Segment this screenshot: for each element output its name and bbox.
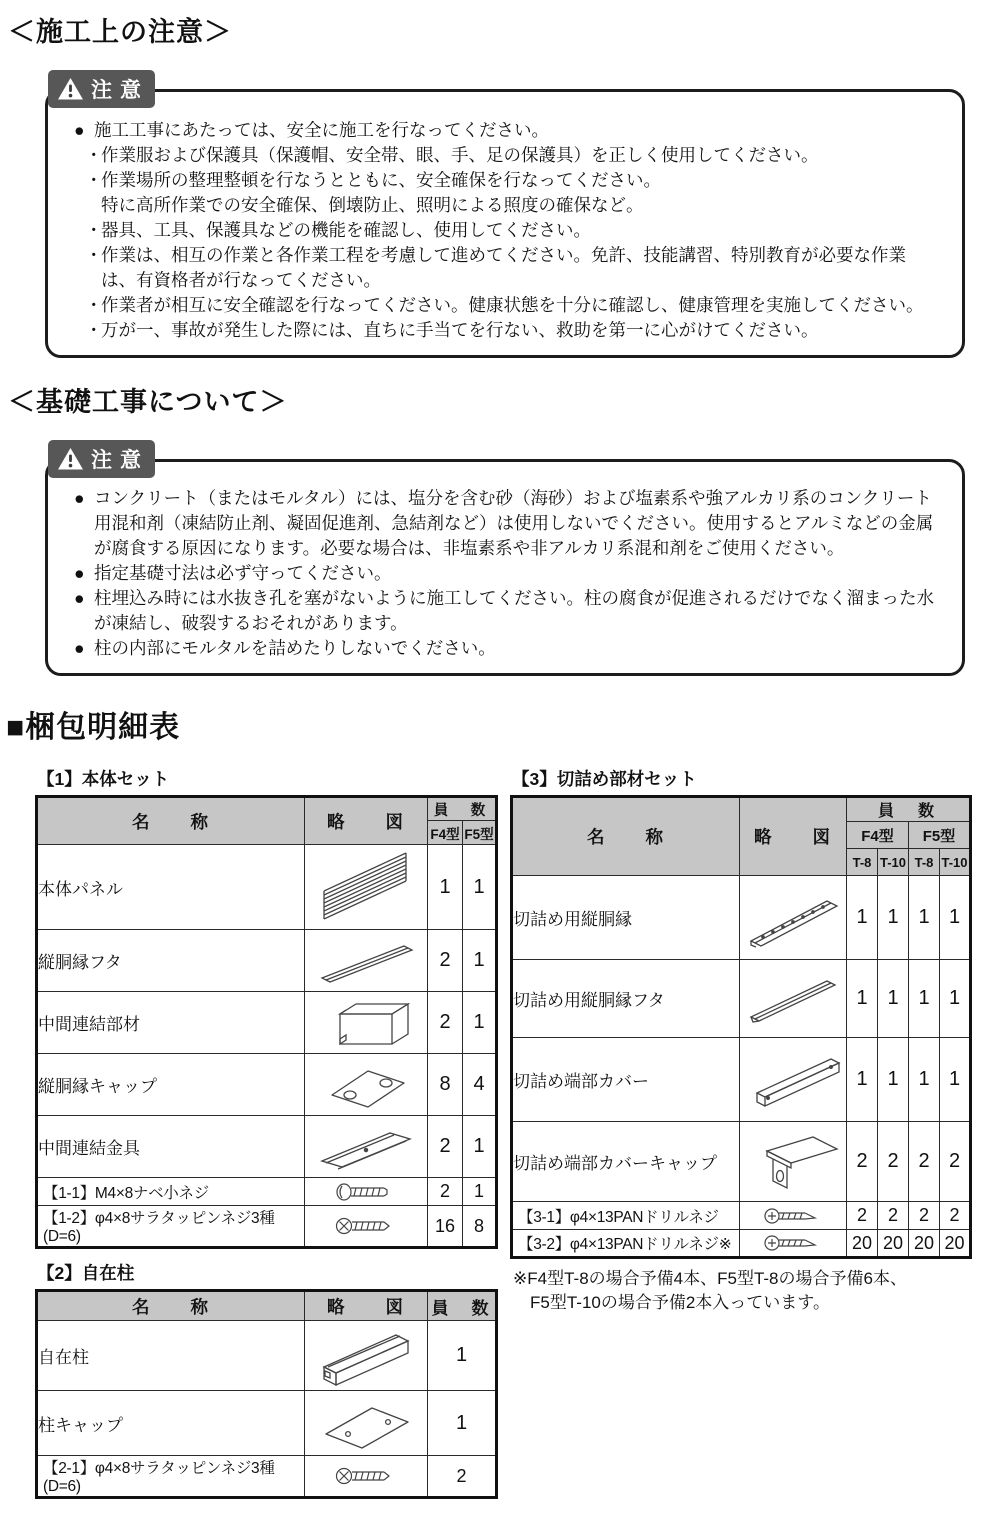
section-heading-construction: ＜施工上の注意＞	[8, 17, 232, 47]
warning-triangle-icon	[57, 447, 84, 471]
qty-value: 2	[428, 1116, 463, 1178]
qty-value: 1	[847, 960, 878, 1038]
column-header-qty: 員 数	[428, 1291, 497, 1321]
qty-value: 2	[940, 1202, 971, 1230]
perforated-channel-diagram	[740, 885, 846, 951]
item-name: 中間連結金具	[37, 1116, 305, 1178]
table-row	[37, 1178, 497, 1206]
caution-item: ● 施工工事にあたっては、安全に施工を行なってください。	[74, 120, 549, 140]
qty-value: 1	[909, 960, 940, 1038]
qty-value: 1	[847, 1038, 878, 1122]
caution-item: ・ 作業は、相互の作業と各作業工程を考慮して進めてください。免許、技能講習、特別教育が必要な作業は、有資格者が行なってください。	[85, 245, 906, 290]
qty-value: 2	[428, 930, 463, 992]
packing-list-heading: ■梱包明細表	[6, 711, 181, 744]
column-header-name: 名 称	[37, 797, 305, 845]
table3-title: 【3】切詰め部材セット	[512, 769, 697, 789]
qty-value: 1	[463, 845, 497, 930]
table2-title: 【2】自在柱	[37, 1263, 135, 1283]
caution-item: ● コンクリート（またはモルタル）には、塩分を含む砂（海砂）および塩素系や強アルカリ系のコンクリート用混和剤（凍結防止剤、凝固促進剤、急結剤など）は使用しないでください。使用するとアルミなどの金属が腐食する原因になります。必要な場合は、非塩素系や非アルカリ系混和剤をご使用ください。	[74, 488, 934, 558]
item-name: 【1-2】φ4×8サラタッピンネジ3種(D=6)	[37, 1206, 305, 1248]
qty-value: 1	[909, 876, 940, 960]
item-name: 切詰め端部カバーキャップ	[512, 1122, 740, 1202]
table-row	[37, 845, 497, 930]
table-row	[512, 1038, 971, 1122]
column-header-name: 名 称	[512, 797, 740, 876]
packing-left-column	[35, 758, 495, 1499]
post-cap-diagram	[305, 1394, 427, 1452]
qty-value: 1	[428, 1391, 497, 1456]
footnote-line: F5型T-10の場合予備2本入っています。	[530, 1293, 830, 1312]
countersunk-screw-diagram	[305, 1215, 427, 1237]
qty-value: 20	[878, 1230, 909, 1258]
qty-value: 20	[940, 1230, 971, 1258]
drill-screw-diagram	[740, 1205, 846, 1227]
qty-value: 16	[428, 1206, 463, 1248]
column-header-f4: F4型	[428, 821, 463, 845]
qty-value: 2	[909, 1122, 940, 1202]
item-name: 縦胴縁フタ	[37, 930, 305, 992]
section-heading-foundation: ＜基礎工事について＞	[8, 387, 288, 417]
qty-value: 1	[878, 876, 909, 960]
footnote-line: ※F4型T-8の場合予備4本、F5型T-8の場合予備6本、	[513, 1269, 907, 1288]
caution-box-foundation	[45, 459, 965, 676]
qty-value: 2	[428, 1456, 497, 1498]
table-row	[512, 1122, 971, 1202]
column-header-qty: 員 数	[847, 797, 971, 822]
table-row	[512, 1230, 971, 1258]
angle-cover-diagram	[740, 1047, 846, 1113]
warning-triangle-icon	[57, 77, 84, 101]
qty-value: 20	[847, 1230, 878, 1258]
qty-value: 1	[878, 960, 909, 1038]
caution-item: ● 柱の内部にモルタルを詰めたりしないでください。	[74, 638, 496, 658]
table-row	[512, 960, 971, 1038]
item-name: 柱キャップ	[37, 1391, 305, 1456]
item-name: 切詰め端部カバー	[512, 1038, 740, 1122]
item-name: 本体パネル	[37, 845, 305, 930]
table1-title: 【1】本体セット	[37, 769, 170, 789]
caution-box-construction	[45, 89, 965, 358]
qty-value: 1	[463, 992, 497, 1054]
qty-value: 2	[847, 1202, 878, 1230]
qty-value: 20	[909, 1230, 940, 1258]
qty-value: 4	[463, 1054, 497, 1116]
qty-value: 1	[463, 930, 497, 992]
packing-right-column	[510, 758, 970, 1315]
qty-value: 2	[940, 1122, 971, 1202]
column-header-f5: F5型	[463, 821, 497, 845]
item-name: 【3-1】φ4×13PANドリルネジ	[512, 1202, 740, 1230]
column-header-name: 名 称	[37, 1291, 305, 1321]
column-header-f4: F4型	[847, 822, 909, 849]
caution-badge-label: 注意	[91, 449, 149, 472]
caution-item: ・ 作業者が相互に安全確認を行なってください。健康状態を十分に確認し、健康管理を実施してください。	[85, 295, 924, 315]
table-row	[37, 930, 497, 992]
qty-value: 2	[847, 1122, 878, 1202]
table-row	[37, 1054, 497, 1116]
column-header-t10: T-10	[940, 849, 971, 876]
qty-value: 1	[878, 1038, 909, 1122]
post-table	[35, 1289, 498, 1499]
item-name: 【2-1】φ4×8サラタッピンネジ3種(D=6)	[37, 1456, 305, 1498]
cover-cap-diagram	[740, 1127, 846, 1197]
column-header-t8: T-8	[909, 849, 940, 876]
caution-badge	[48, 70, 155, 108]
joint-plate-diagram	[305, 1119, 427, 1175]
qty-value: 2	[878, 1122, 909, 1202]
cut-set-table	[510, 795, 972, 1259]
qty-value: 1	[940, 1038, 971, 1122]
item-name: 中間連結部材	[37, 992, 305, 1054]
flat-bar-diagram	[740, 969, 846, 1029]
table-row	[37, 1391, 497, 1456]
table-row	[37, 1116, 497, 1178]
item-name: 切詰め用縦胴縁	[512, 876, 740, 960]
table-row	[37, 1206, 497, 1248]
table3-footnote	[513, 1267, 970, 1315]
item-name: 縦胴縁キャップ	[37, 1054, 305, 1116]
caution-block-construction	[45, 79, 965, 358]
caution-item: ・ 万が一、事故が発生した際には、直ちに手当てを行ない、救助を第一に心がけてください。	[85, 320, 819, 340]
caution-block-foundation	[45, 449, 965, 676]
cap-plate-diagram	[305, 1057, 427, 1113]
pan-screw-diagram	[305, 1181, 427, 1203]
caution-item: ・ 作業服および保護具（保護帽、安全帯、眼、手、足の保護具）を正しく使用してください。	[85, 145, 819, 165]
caution-item: ・ 器具、工具、保護具などの機能を確認し、使用してください。	[85, 220, 591, 240]
column-header-diagram: 略 図	[740, 797, 847, 876]
main-set-table	[35, 795, 498, 1249]
column-header-diagram: 略 図	[305, 1291, 428, 1321]
column-header-t8: T-8	[847, 849, 878, 876]
column-header-diagram: 略 図	[305, 797, 428, 845]
qty-value: 8	[428, 1054, 463, 1116]
qty-value: 1	[847, 876, 878, 960]
qty-value: 1	[463, 1116, 497, 1178]
qty-value: 1	[463, 1178, 497, 1206]
column-header-t10: T-10	[878, 849, 909, 876]
qty-value: 1	[909, 1038, 940, 1122]
qty-value: 8	[463, 1206, 497, 1248]
table-row	[37, 1456, 497, 1498]
flat-bar-diagram	[305, 934, 427, 988]
panel-stack-diagram	[305, 849, 427, 925]
qty-value: 2	[909, 1202, 940, 1230]
item-name: 【3-2】φ4×13PANドリルネジ※	[512, 1230, 740, 1258]
qty-value: 2	[878, 1202, 909, 1230]
channel-profile-diagram	[305, 994, 427, 1052]
table-row	[37, 992, 497, 1054]
qty-value: 1	[940, 876, 971, 960]
caution-item: 特に高所作業での安全確保、倒壊防止、照明による照度の確保など。	[101, 195, 644, 215]
qty-value: 2	[428, 992, 463, 1054]
caution-badge-label: 注意	[91, 79, 149, 102]
drill-screw-diagram	[740, 1232, 846, 1254]
caution-item: ● 柱埋込み時には水抜き孔を塞がないように施工してください。柱の腐食が促進されるだけでなく溜まった水が凍結し、破裂するおそれがあります。	[74, 588, 934, 633]
table-row	[512, 876, 971, 960]
item-name: 切詰め用縦胴縁フタ	[512, 960, 740, 1038]
caution-badge	[48, 440, 155, 478]
qty-value: 2	[428, 1178, 463, 1206]
item-name: 【1-1】M4×8ナベ小ネジ	[37, 1178, 305, 1206]
column-header-f5: F5型	[909, 822, 971, 849]
packing-tables-area	[35, 758, 1000, 1499]
table-row	[512, 1202, 971, 1230]
caution-item: ・ 作業場所の整理整頓を行なうとともに、安全確保を行なってください。	[85, 170, 661, 190]
qty-value: 1	[940, 960, 971, 1038]
post-diagram	[305, 1325, 427, 1387]
countersunk-screw-diagram	[305, 1465, 427, 1487]
table-row	[37, 1321, 497, 1391]
item-name: 自在柱	[37, 1321, 305, 1391]
caution-item: ● 指定基礎寸法は必ず守ってください。	[74, 563, 392, 583]
column-header-qty: 員 数	[428, 797, 497, 821]
qty-value: 1	[428, 1321, 497, 1391]
qty-value: 1	[428, 845, 463, 930]
